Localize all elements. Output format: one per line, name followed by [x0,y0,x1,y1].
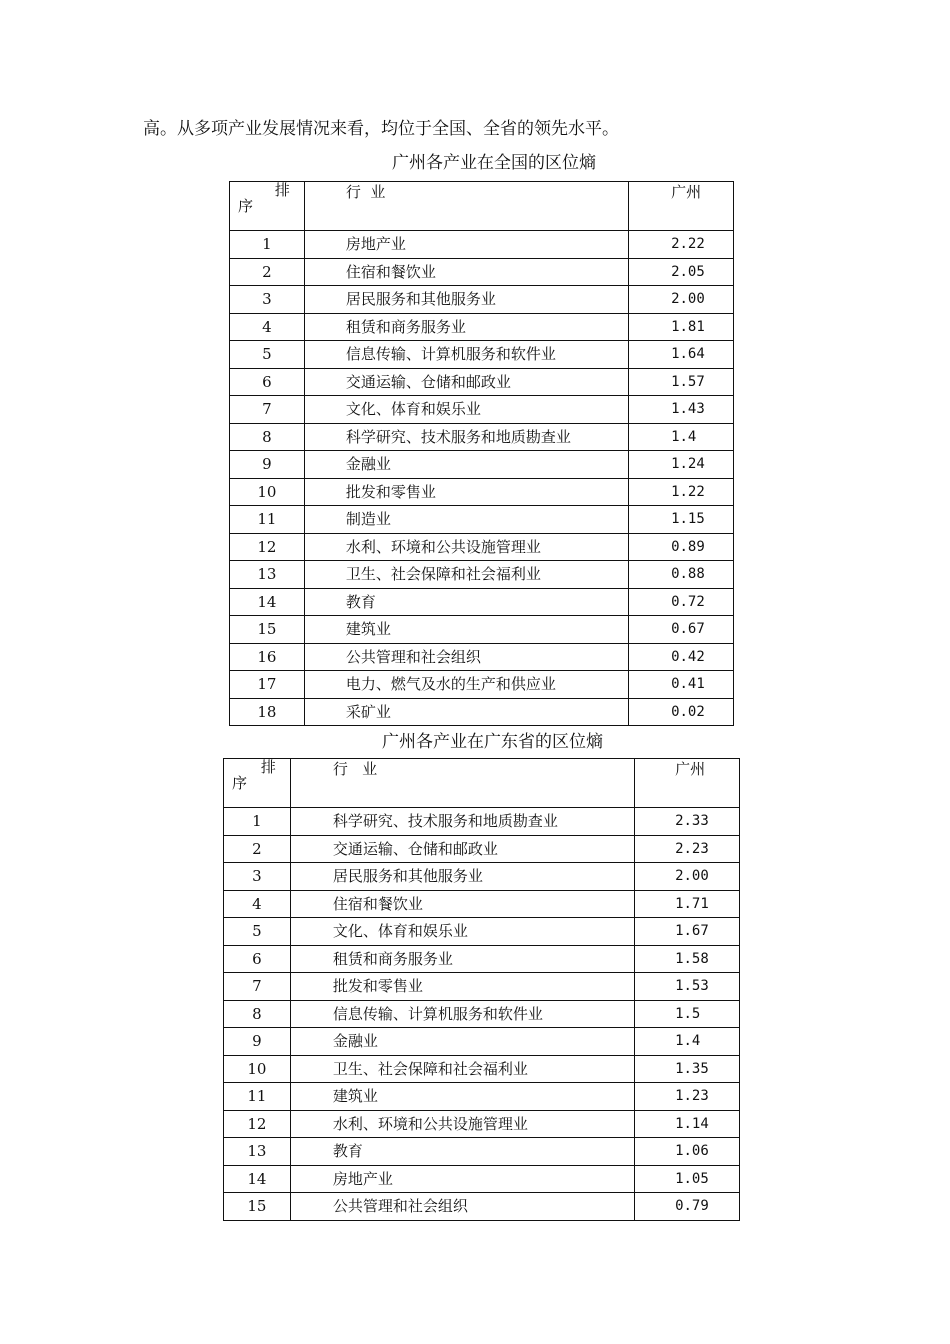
rank-cell: 6 [224,945,291,973]
industry-cell: 卫生、社会保障和社会福利业 [290,1055,634,1083]
value-cell: 1.35 [635,1055,740,1083]
value-cell: 2.23 [635,835,740,863]
rank-cell: 18 [230,698,305,726]
value-cell: 1.4 [635,1028,740,1056]
table-row [230,506,734,534]
table-row [224,945,740,973]
value-cell: 0.79 [635,1193,740,1221]
rank-cell: 4 [224,890,291,918]
industry-cell: 科学研究、技术服务和地质勘查业 [290,808,634,836]
table-row [230,671,734,699]
table-row [230,231,734,259]
rank-cell: 1 [224,808,291,836]
industry-cell: 批发和零售业 [290,973,634,1001]
industry-cell: 金融业 [304,451,628,479]
industry-header-label: 行 业 [332,760,378,778]
industry-cell: 金融业 [290,1028,634,1056]
value-cell: 0.02 [629,698,734,726]
industry-cell: 电力、燃气及水的生产和供应业 [304,671,628,699]
table2-title: 广州各产业在广东省的区位熵 [382,732,603,752]
rank-cell: 9 [230,451,305,479]
value-cell: 2.00 [635,863,740,891]
table-row [224,1138,740,1166]
table-row [224,808,740,836]
industry-cell: 建筑业 [304,616,628,644]
table1-title: 广州各产业在全国的区位熵 [392,153,596,173]
rank-cell: 8 [230,423,305,451]
value-cell: 1.64 [629,341,734,369]
table-row [224,1000,740,1028]
value-cell: 0.67 [629,616,734,644]
value-cell: 1.15 [629,506,734,534]
table-row [224,973,740,1001]
value-cell: 0.41 [629,671,734,699]
table-row [230,313,734,341]
rank-header-line1: 排 [274,181,290,199]
table-row [230,561,734,589]
rank-cell: 3 [230,286,305,314]
table-row [230,258,734,286]
value-cell: 1.23 [635,1083,740,1111]
rank-cell: 16 [230,643,305,671]
rank-header-line1: 排 [260,758,276,776]
rank-cell: 5 [224,918,291,946]
industry-cell: 信息传输、计算机服务和软件业 [304,341,628,369]
rank-cell: 11 [224,1083,291,1111]
industry-cell: 住宿和餐饮业 [304,258,628,286]
industry-cell: 文化、体育和娱乐业 [304,396,628,424]
national-location-quotient-table [229,181,734,726]
industry-cell: 信息传输、计算机服务和软件业 [290,1000,634,1028]
value-cell: 0.42 [629,643,734,671]
industry-cell: 居民服务和其他服务业 [304,286,628,314]
value-cell: 1.06 [635,1138,740,1166]
value-cell: 1.57 [629,368,734,396]
industry-cell: 公共管理和社会组织 [304,643,628,671]
table-row [224,890,740,918]
value-cell: 1.24 [629,451,734,479]
value-cell: 0.88 [629,561,734,589]
rank-cell: 14 [224,1165,291,1193]
table-header-row [224,759,740,808]
industry-cell: 文化、体育和娱乐业 [290,918,634,946]
rank-cell: 12 [224,1110,291,1138]
industry-cell: 教育 [290,1138,634,1166]
rank-cell: 14 [230,588,305,616]
industry-cell: 交通运输、仓储和邮政业 [304,368,628,396]
industry-cell: 科学研究、技术服务和地质勘查业 [304,423,628,451]
rank-cell: 13 [224,1138,291,1166]
rank-header-line2: 序 [232,774,248,792]
value-cell: 2.22 [629,231,734,259]
value-cell: 1.67 [635,918,740,946]
table-row [230,451,734,479]
industry-cell: 租赁和商务服务业 [304,313,628,341]
rank-cell: 6 [230,368,305,396]
industry-header [304,182,628,231]
value-cell: 0.89 [629,533,734,561]
rank-header [224,759,291,808]
value-cell: 2.33 [635,808,740,836]
rank-cell: 9 [224,1028,291,1056]
industry-header [290,759,634,808]
table-row [224,1083,740,1111]
table-row [230,396,734,424]
value-cell: 0.72 [629,588,734,616]
value-cell: 1.53 [635,973,740,1001]
value-header-label: 广州 [671,183,702,201]
table-row [230,341,734,369]
table-row [230,533,734,561]
table-row [230,616,734,644]
value-cell: 1.71 [635,890,740,918]
industry-cell: 房地产业 [290,1165,634,1193]
table-row [224,1193,740,1221]
table-row [224,1028,740,1056]
table-row [224,918,740,946]
industry-cell: 水利、环境和公共设施管理业 [304,533,628,561]
rank-header-line2: 序 [238,197,254,215]
rank-cell: 4 [230,313,305,341]
value-header [635,759,740,808]
table-row [230,698,734,726]
value-cell: 1.14 [635,1110,740,1138]
value-cell: 2.05 [629,258,734,286]
table-row [230,368,734,396]
value-cell: 1.5 [635,1000,740,1028]
table-row [224,1165,740,1193]
rank-cell: 17 [230,671,305,699]
industry-cell: 教育 [304,588,628,616]
rank-cell: 10 [224,1055,291,1083]
value-cell: 1.4 [629,423,734,451]
value-cell: 1.05 [635,1165,740,1193]
rank-cell: 11 [230,506,305,534]
rank-header [230,182,305,231]
rank-cell: 12 [230,533,305,561]
table-row [224,1110,740,1138]
table-row [224,835,740,863]
rank-cell: 2 [230,258,305,286]
rank-cell: 3 [224,863,291,891]
industry-cell: 制造业 [304,506,628,534]
table-row [230,588,734,616]
industry-cell: 水利、环境和公共设施管理业 [290,1110,634,1138]
rank-cell: 10 [230,478,305,506]
rank-cell: 15 [224,1193,291,1221]
table-row [230,423,734,451]
table-row [230,643,734,671]
industry-cell: 住宿和餐饮业 [290,890,634,918]
industry-cell: 租赁和商务服务业 [290,945,634,973]
table-row [224,863,740,891]
table-row [224,1055,740,1083]
table-header-row [230,182,734,231]
industry-cell: 建筑业 [290,1083,634,1111]
industry-cell: 公共管理和社会组织 [290,1193,634,1221]
value-cell: 1.81 [629,313,734,341]
rank-cell: 7 [230,396,305,424]
rank-cell: 2 [224,835,291,863]
value-cell: 1.22 [629,478,734,506]
industry-cell: 交通运输、仓储和邮政业 [290,835,634,863]
intro-paragraph: 高。从多项产业发展情况来看，均位于全国、全省的领先水平。 [143,119,619,139]
rank-cell: 5 [230,341,305,369]
industry-cell: 采矿业 [304,698,628,726]
industry-header-label: 行 业 [345,183,386,201]
industry-cell: 批发和零售业 [304,478,628,506]
industry-cell: 房地产业 [304,231,628,259]
industry-cell: 居民服务和其他服务业 [290,863,634,891]
table-row [230,478,734,506]
rank-cell: 15 [230,616,305,644]
rank-cell: 7 [224,973,291,1001]
rank-cell: 1 [230,231,305,259]
value-header [629,182,734,231]
industry-cell: 卫生、社会保障和社会福利业 [304,561,628,589]
value-cell: 1.58 [635,945,740,973]
table-row [230,286,734,314]
value-cell: 2.00 [629,286,734,314]
value-cell: 1.43 [629,396,734,424]
rank-cell: 8 [224,1000,291,1028]
rank-cell: 13 [230,561,305,589]
value-header-label: 广州 [675,760,706,778]
province-location-quotient-table [223,758,740,1221]
